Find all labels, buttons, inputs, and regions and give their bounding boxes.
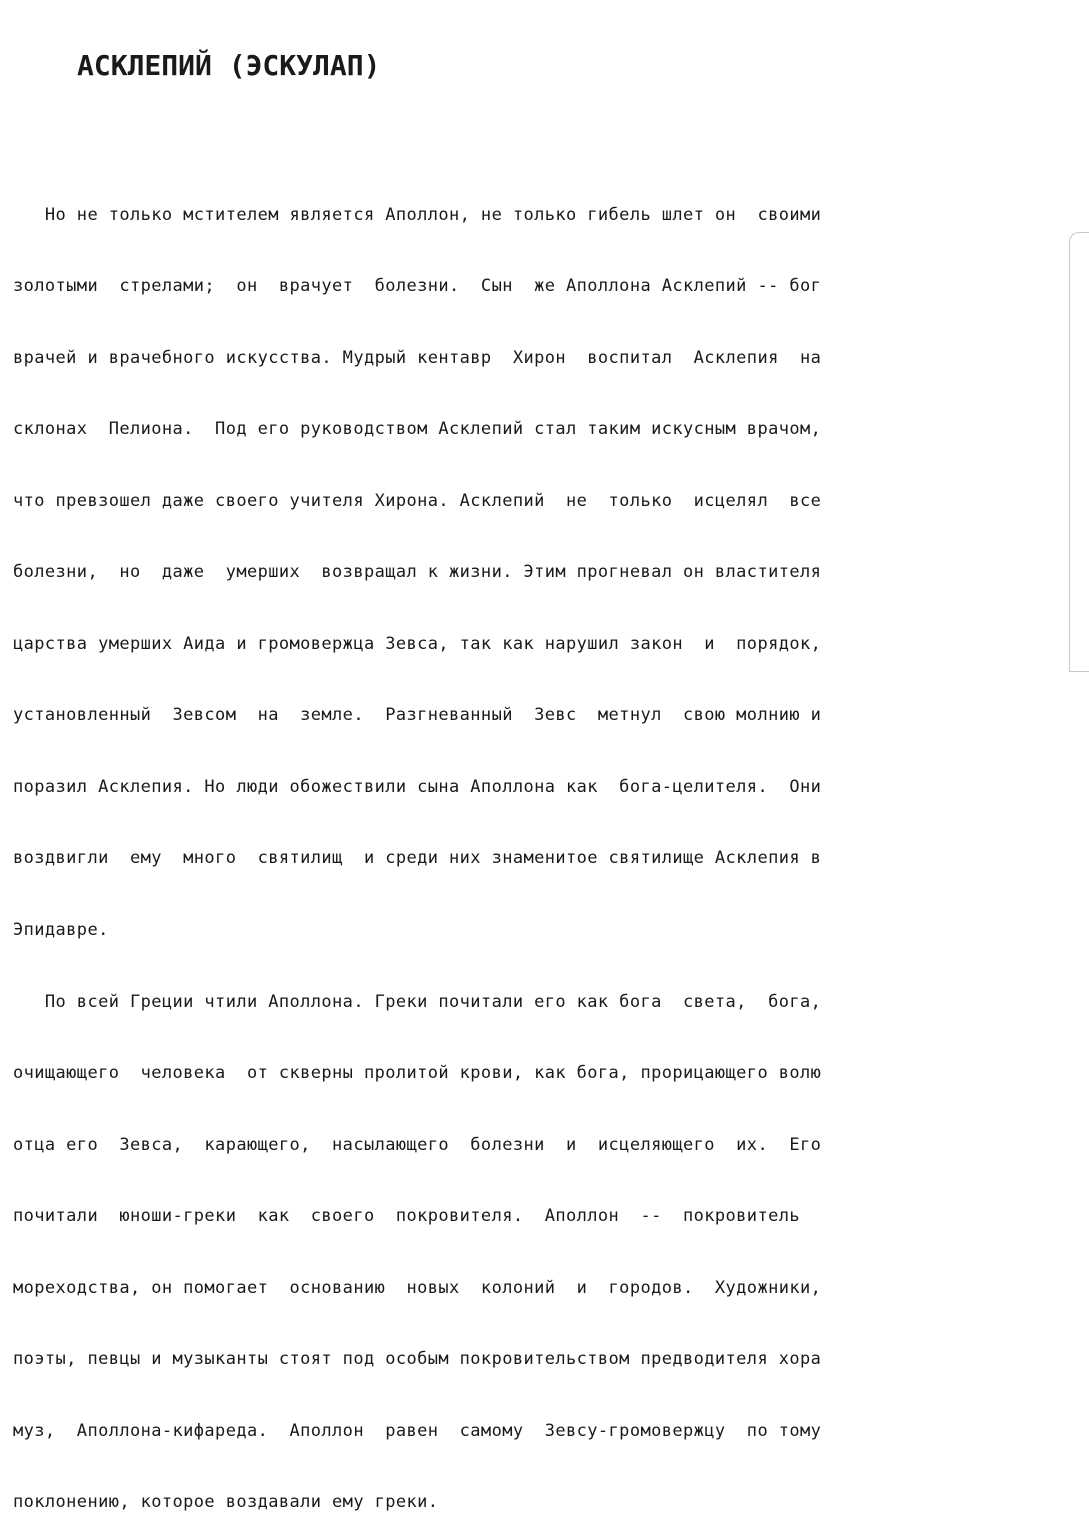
text-line: мореходства, он помогает основанию новых колоний и городов. Художники, <box>13 1277 822 1298</box>
text-line: царства умерших Аида и громовержца Зевса, так как нарушил закон и порядок, <box>13 633 822 654</box>
text-line: золотыми стрелами; он врачует болезни. Сын же Аполлона Асклепий -- бог <box>13 276 822 297</box>
text-line: врачей и врачебного искусства. Мудрый кентавр Хирон воспитал Асклепия на <box>13 347 822 368</box>
text-line: воздвигли ему много святилищ и среди них знаменитое святилище Асклепия в <box>13 848 822 869</box>
page-title: АСКЛЕПИЙ (ЭСКУЛАП) <box>77 49 381 82</box>
text-line: поэты, певцы и музыканты стоят под особым покровительством предводителя хора <box>13 1349 822 1370</box>
text-line: отца его Зевса, карающего, насылающего болезни и исцеляющего их. Его <box>13 1134 822 1155</box>
text-line: поразил Асклепия. Но люди обожествили сына Аполлона как бога-целителя. Они <box>13 776 822 797</box>
text-line: муз, Аполлона-кифареда. Аполлон равен самому Зевсу-громовержцу по тому <box>13 1420 822 1441</box>
side-panel-edge[interactable] <box>1069 232 1089 672</box>
text-line: почитали юноши-греки как своего покровителя. Аполлон -- покровитель <box>13 1206 800 1227</box>
text-line: болезни, но даже умерших возвращал к жизни. Этим прогневал он властителя <box>13 562 822 583</box>
text-line: По всей Греции чтили Аполлона. Греки почитали его как бога света, бога, <box>13 991 822 1012</box>
text-line: очищающего человека от скверны пролитой крови, как бога, прорицающего волю <box>13 1063 822 1084</box>
text-line: склонах Пелиона. Под его руководством Асклепий стал таким искусным врачом, <box>13 419 822 440</box>
text-line: Эпидавре. <box>13 920 109 940</box>
text-line: поклонению, которое воздавали ему греки. <box>13 1492 439 1513</box>
text-line: что превзошел даже своего учителя Хирона. Асклепий не только исцелял все <box>13 490 822 511</box>
text-line: Но не только мстителем является Аполлон, не только гибель шлет он своими <box>13 204 822 225</box>
body-text <box>13 156 821 1539</box>
text-line: установленный Зевсом на земле. Разгневанный Зевс метнул свою молнию и <box>13 705 822 726</box>
